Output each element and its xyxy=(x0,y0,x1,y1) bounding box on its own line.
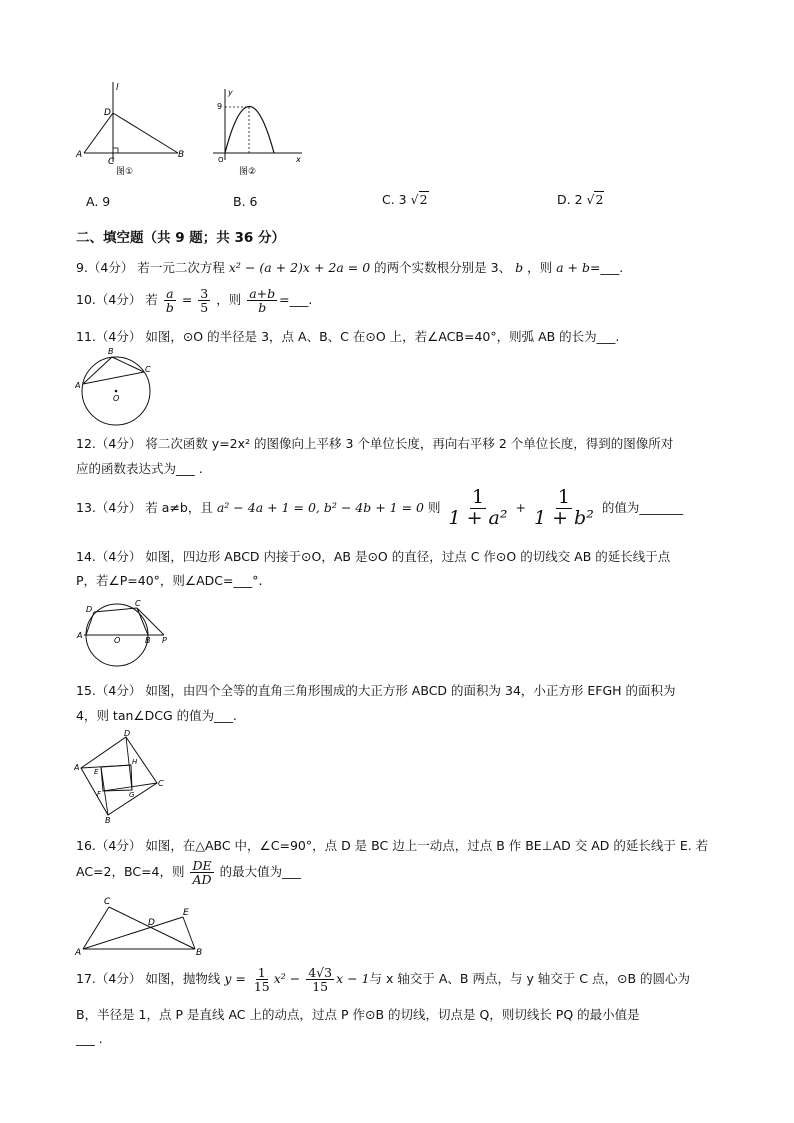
label-b: B xyxy=(178,150,185,160)
q16-label-c: C xyxy=(104,897,111,907)
q9-sum: a + b xyxy=(556,260,590,275)
q12-number: 12.（4分） xyxy=(76,436,142,451)
q16-label-a: A xyxy=(75,948,82,958)
question-12-line-1 xyxy=(76,434,673,452)
q16-ac xyxy=(83,907,109,949)
q13-equation: a² − 4a + 1 = 0, b² − 4b + 1 = 0 xyxy=(216,499,424,515)
q17-frac-2: $\frac{4√3}{15}$ xyxy=(308,965,333,995)
q9-text-1: 若一元二次方程 xyxy=(137,260,225,275)
parabola-curve xyxy=(225,107,274,154)
q12-text-1: 将二次函数 y=2x² 的图像向上平移 3 个单位长度，再向右平移 2 个单位长度，得到的图像所对 xyxy=(145,436,674,451)
q16-ae xyxy=(83,917,183,949)
question-10 xyxy=(76,287,312,314)
q14-figure xyxy=(74,598,174,668)
q10-equals: = xyxy=(181,292,193,308)
q16-label-b: B xyxy=(196,948,203,958)
q11-label-a: A xyxy=(75,381,81,390)
q11-chord-ab xyxy=(83,357,112,384)
label-d: D xyxy=(104,108,111,118)
question-17-line-1 xyxy=(76,966,690,993)
q14-label-p: P xyxy=(162,636,167,645)
segment-ad xyxy=(84,113,113,153)
q11-chord-ac xyxy=(83,372,144,384)
q11-label-c: C xyxy=(145,365,151,374)
segment-db xyxy=(113,113,178,153)
label-9: 9 xyxy=(217,102,223,111)
section-heading: 二、填空题（共 9 题；共 36 分） xyxy=(76,230,285,246)
q11-label-o: O xyxy=(113,394,120,403)
question-15-line-2: 4，则 tan∠DCG 的值为___. xyxy=(76,708,237,723)
q15-label-e: E xyxy=(94,768,99,776)
q13-text-1: 若 a≠b，且 xyxy=(145,499,213,515)
q16-label-d: D xyxy=(148,918,155,928)
q14-label-o: O xyxy=(114,636,121,645)
q13-frac-a: $\frac{1}{\text{1 + a²}}$ xyxy=(448,486,508,529)
q15-label-h: H xyxy=(132,758,138,766)
question-9 xyxy=(76,258,623,276)
q10-number: 10.（4分） xyxy=(76,292,142,308)
q11-number: 11.（4分） xyxy=(76,329,142,344)
q14-line-ad xyxy=(86,612,94,635)
q15-text-1: 如图，由四个全等的直角三角形围成的大正方形 ABCD 的面积为 34，小正方形 EFGH 的面积为 xyxy=(145,683,676,698)
figure-2 xyxy=(208,86,308,178)
q13-frac-b: $\frac{1}{\text{1 + b²}}$ xyxy=(533,486,594,529)
question-12-line-2: 应的函数表达式为___ . xyxy=(76,461,203,476)
q16-figure xyxy=(74,894,212,958)
q17-tail: x − 1 xyxy=(336,971,370,987)
q16-text-3: 的最大值为___ xyxy=(219,864,301,880)
label-a: A xyxy=(76,150,83,160)
q10-frac-3-5: $\frac{3}{5}$ xyxy=(200,286,209,316)
q9-equation: x² − (a + 2)x + 2a = 0 xyxy=(228,260,371,275)
right-angle-mark xyxy=(113,148,118,153)
q10-frac-a-b: $\frac{a}{b}$ xyxy=(165,286,174,316)
q9-text-3: ，则 xyxy=(527,260,553,275)
q16-text-1: 如图，在△ABC 中，∠C=90°，点 D 是 BC 边上一动点，过点 B 作 BE⊥AD 交 AD 的延长线于 E. 若 xyxy=(145,838,709,853)
q17-frac-1: $\frac{1}{15}$ xyxy=(253,965,270,995)
q15-figure xyxy=(74,728,170,824)
q9-b: b xyxy=(515,260,524,275)
q9-text-4: =___. xyxy=(589,260,624,275)
q16-number: 16.（4分） xyxy=(76,838,142,853)
q13-text-3: 的值为_______ xyxy=(601,499,684,515)
label-x: x xyxy=(296,155,301,164)
q10-text-2: ，则 xyxy=(216,292,242,308)
q17-number: 17.（4分） xyxy=(76,971,142,987)
caption-1: 图① xyxy=(116,167,134,177)
question-16-line-1 xyxy=(76,836,708,854)
q14-line-cb xyxy=(137,608,148,635)
option-c-sqrt: √2 xyxy=(410,192,428,207)
q14-tangent-cp xyxy=(137,608,164,635)
caption-2: 图② xyxy=(239,167,257,177)
q10-text-1: 若 xyxy=(145,292,158,308)
option-d-sqrt: √2 xyxy=(586,192,604,207)
q15-label-d: D xyxy=(124,729,131,738)
option-b: B. 6 xyxy=(233,194,258,209)
q17-text-1: 如图，抛物线 xyxy=(145,971,221,987)
label-c: C xyxy=(108,157,115,167)
figure-1 xyxy=(74,78,194,178)
question-15-line-1 xyxy=(76,681,676,699)
question-14-line-1 xyxy=(76,547,670,565)
option-d-prefix: D. 2 xyxy=(557,192,583,207)
q14-label-b: B xyxy=(145,636,151,645)
option-c xyxy=(382,192,429,207)
q16-text-2: AC=2，BC=4，则 xyxy=(76,864,185,880)
q15-number: 15.（4分） xyxy=(76,683,142,698)
q10-frac-sum: $\frac{a+b}{b}$ xyxy=(249,286,276,316)
q14-label-a: A xyxy=(77,631,83,640)
q14-number: 14.（4分） xyxy=(76,549,142,564)
option-c-prefix: C. 3 xyxy=(382,192,407,207)
q11-label-b: B xyxy=(108,347,114,356)
q15-big-square xyxy=(81,737,157,815)
label-y: y xyxy=(228,88,233,97)
q10-text-3: =___. xyxy=(279,292,313,308)
q9-number: 9.（4分） xyxy=(76,260,134,275)
q15-label-g: G xyxy=(129,791,135,799)
q11-figure xyxy=(74,346,160,428)
q15-label-f: F xyxy=(97,790,102,798)
q14-text-1: 如图，四边形 ABCD 内接于⊙O，AB 是⊙O 的直径，过点 C 作⊙O 的切线交 AB 的延长线于点 xyxy=(145,549,671,564)
q14-label-d: D xyxy=(86,605,93,614)
question-17-line-3: ___ . xyxy=(76,1031,103,1046)
q13-text-2: 则 xyxy=(427,499,441,515)
question-16-line-2 xyxy=(76,859,301,886)
option-a: A. 9 xyxy=(86,194,111,209)
q17-x2: x² − xyxy=(273,971,301,987)
q11-text: 如图，⊙O 的半径是 3，点 A、B、C 在⊙O 上，若∠ACB=40°，则弧 AB 的长为___. xyxy=(145,329,620,344)
q16-frac: $\frac{DE}{AD}$ xyxy=(192,858,212,888)
q9-text-2: 的两个实数根分别是 3、 xyxy=(374,260,512,275)
q17-text-2: 与 x 轴交于 A、B 两点，与 y 轴交于 C 点，⊙B 的圆心为 xyxy=(369,971,691,987)
q13-number: 13.（4分） xyxy=(76,499,142,515)
question-14-line-2: P，若∠P=40°，则∠ADC=___°. xyxy=(76,573,263,588)
q15-label-b: B xyxy=(105,816,111,824)
label-l: l xyxy=(116,83,119,93)
q11-center-dot xyxy=(115,390,118,393)
q13-plus: + xyxy=(515,499,526,515)
q15-label-a: A xyxy=(74,763,80,772)
q14-label-c: C xyxy=(135,599,141,608)
q17-y: y = xyxy=(224,971,246,987)
label-origin: O xyxy=(218,156,224,164)
question-13 xyxy=(76,488,683,529)
q15-label-c: C xyxy=(158,779,164,788)
question-17-line-2: B，半径是 1，点 P 是直线 AC 上的动点，过点 P 作⊙B 的切线，切点是 Q，则切线长 PQ 的最小值是 xyxy=(76,1007,640,1022)
question-11 xyxy=(76,327,619,345)
option-d xyxy=(557,192,604,207)
q15-line-a-h xyxy=(81,765,131,768)
q16-label-e: E xyxy=(183,908,189,918)
